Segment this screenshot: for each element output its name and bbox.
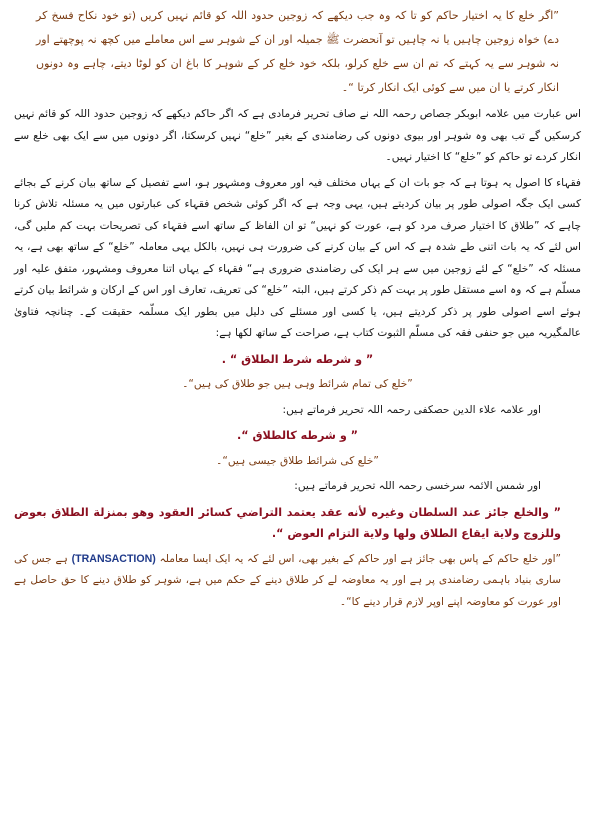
quoted-passage-jassas: ”اگر خلع کا یہ اختیار حاکم کو تا کہ وہ جب دیکھے کہ زوجین حدود اللہ کو قائم نہیں کریں (تو خود نکاح فسخ کر دے) خواہ زوجین چاہیں یا نہ چاہیں تو آنحضرت ﷺ جمیلہ اور ان کے شوہر سے اس معاملے میں کچھ نہ پوچھتے اور نہ شوہر سے یہ کہتے کہ تم ان سے خلع کرلو، بلکہ خود خلع کر کے شوہر کا باغ ان کو لوٹا دیتے، چاہے وہ دونوں انکار کرتے یا ان میں سے کوئی ایک انکار کرتا “۔: [36, 9, 559, 94]
arabic-citation-alamgiri: ” و شرطه شرط الطلاق “ .: [221, 352, 374, 366]
arabic-citation-sarakhsi: ” والخلع جائز عند السلطان وغيره لأنه عقد يعتمد التراضي كسائر العقود وهو بمنزلة الطلاق بعوض وللزوج ولاية ايقاع الطلاق ولها ولاية التزام العوض “.: [14, 505, 561, 540]
urdu-translation-part-b: ہے جس کی ساری بنیاد باہمی رضامندی پر ہے اور یہ معاوضہ لے کر طلاق دینے کے حکم میں ہے، شوہر کو طلاق دینے کا حق حاصل ہے اور عورت کو معاوضہ اپنے اوپر لازم قرار دینے کا“۔: [14, 552, 561, 608]
urdu-translation-haskafi: ”خلع کی شرائط طلاق جیسی ہیں“۔: [216, 454, 379, 467]
paragraph-jassas-explanation: اس عبارت میں علامہ ابوبکر جصاص رحمہ اللہ نے صاف تحریر فرمادی ہے کہ اگر حاکم دیکھے کہ زوجین حدود اللہ کو قائم نہیں کرسکیں گے تب بھی وہ شوہر اور بیوی دونوں کی رضامندی کے بغیر ”خلع“ نہیں کرسکتا، اگر دونوں میں سے ایک بھی خلع سے انکار کردے تو حاکم کو ”خلع“ کا اختیار نہیں۔: [14, 108, 581, 163]
urdu-translation-sarakhsi: [14, 549, 581, 614]
urdu-translation-part-a: ”اور خلع حاکم کے پاس بھی جائز ہے اور حاکم کے بغیر بھی، اس لئے کہ یہ ایک ایسا معاملہ: [159, 552, 561, 565]
urdu-translation-alamgiri: ”خلع کی تمام شرائط وہی ہیں جو طلاق کی ہیں“۔: [182, 378, 413, 390]
citation-intro-sarakhsi: اور شمس الائمہ سرخسی رحمہ اللہ تحریر فرماتے ہیں:: [294, 480, 541, 492]
arabic-citation-haskafi: ” و شرطه كالطلاق “.: [236, 429, 359, 442]
english-term-transaction: (TRANSACTION): [71, 552, 156, 565]
paragraph-fuqaha-principle: فقہاء کا اصول یہ ہوتا ہے کہ جو بات ان کے یہاں مختلف فیہ اور معروف ومشہور ہو، اسے تفصیل کے ساتھ بیان کرنے کے بجائے کسی ایک جگہ اصولی طور پر بیان کردیتے ہیں، یہی وجہ ہے کہ اگر کوئی شخص فقہاء کی عبارتوں میں یہ مسئلہ تلاش کرنا چاہے کہ ”طلاق کا اختیار صرف مرد کو ہے، عورت کو نہیں“ تو ان الفاظ کے ساتھ اسے فقہاء کی تصریحات بہت کم ملیں گی، اس لئے کہ یہ بات اتنی طے شدہ ہے کہ اس کے بیان کرنے کی ضرورت ہی نہیں، بالکل یہی معاملہ ”خلع“ کے ساتھ بھی ہے، یہ مسئلہ کہ ”خلع“ کے لئے زوجین میں سے ہر ایک کی رضامندی ضروری ہے“ فقہاء کے یہاں اتنا معروف ومشہور، متفق علیہ اور مسلّم ہے کہ وہ اسے مستقل طور پر بہت کم ذکر کرتے ہیں، البتہ ”خلع“ کی تعریف، تعارف اور اس کے ارکان و شرائط بیان کرتے ہوئے اسے اصولی طور پر ذکر کردیتے ہیں، یا کسی اور مسئلے کی دلیل میں بطور ایک مسلّمہ حقیقت کے۔ چنانچہ فتاویٰ عالمگیریہ میں جو حنفی فقہ کی مسلّم الثبوت کتاب ہے، صراحت کے ساتھ لکھا ہے:: [14, 176, 581, 339]
citation-intro-haskafi: اور علامہ علاء الدین حصکفی رحمہ اللہ تحریر فرماتے ہیں:: [282, 403, 541, 416]
